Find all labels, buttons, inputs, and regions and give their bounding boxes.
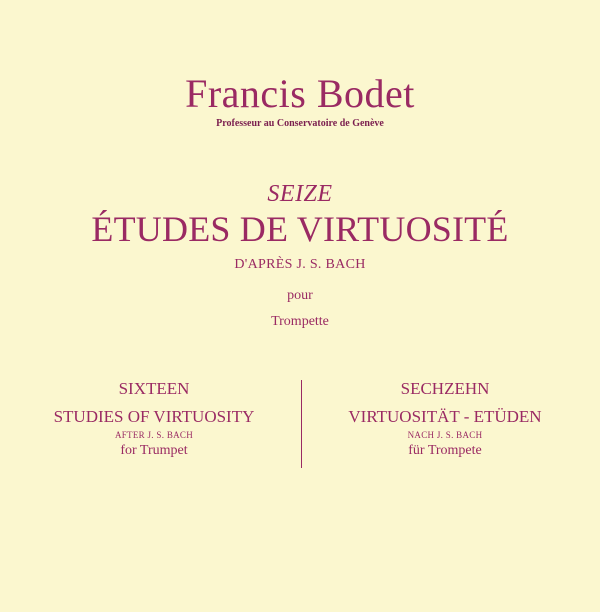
author-affiliation: Professeur au Conservatoire de Genève [216,118,384,129]
author-name: Francis Bodet [185,71,415,116]
german-block [314,378,576,460]
french-after: D'APRÈS J. S. BACH [234,257,366,272]
english-after: AFTER J. S. BACH [114,430,194,440]
english-instrument: for Trumpet [120,443,188,458]
french-instrument: Trompette [271,314,329,329]
german-number: SECHZEHN [400,379,490,398]
german-title: VIRTUOSITÄT - ETÜDEN [348,407,542,426]
french-title: ÉTUDES DE VIRTUOSITÉ [91,209,509,249]
english-block [20,378,288,460]
german-instrument: für Trompete [408,443,482,458]
german-after: NACH J. S. BACH [407,430,483,440]
french-pour: pour [287,288,313,303]
column-divider [301,380,302,468]
english-number: SIXTEEN [118,379,190,398]
english-title: STUDIES OF VIRTUOSITY [53,407,255,426]
french-number: SEIZE [267,181,333,207]
